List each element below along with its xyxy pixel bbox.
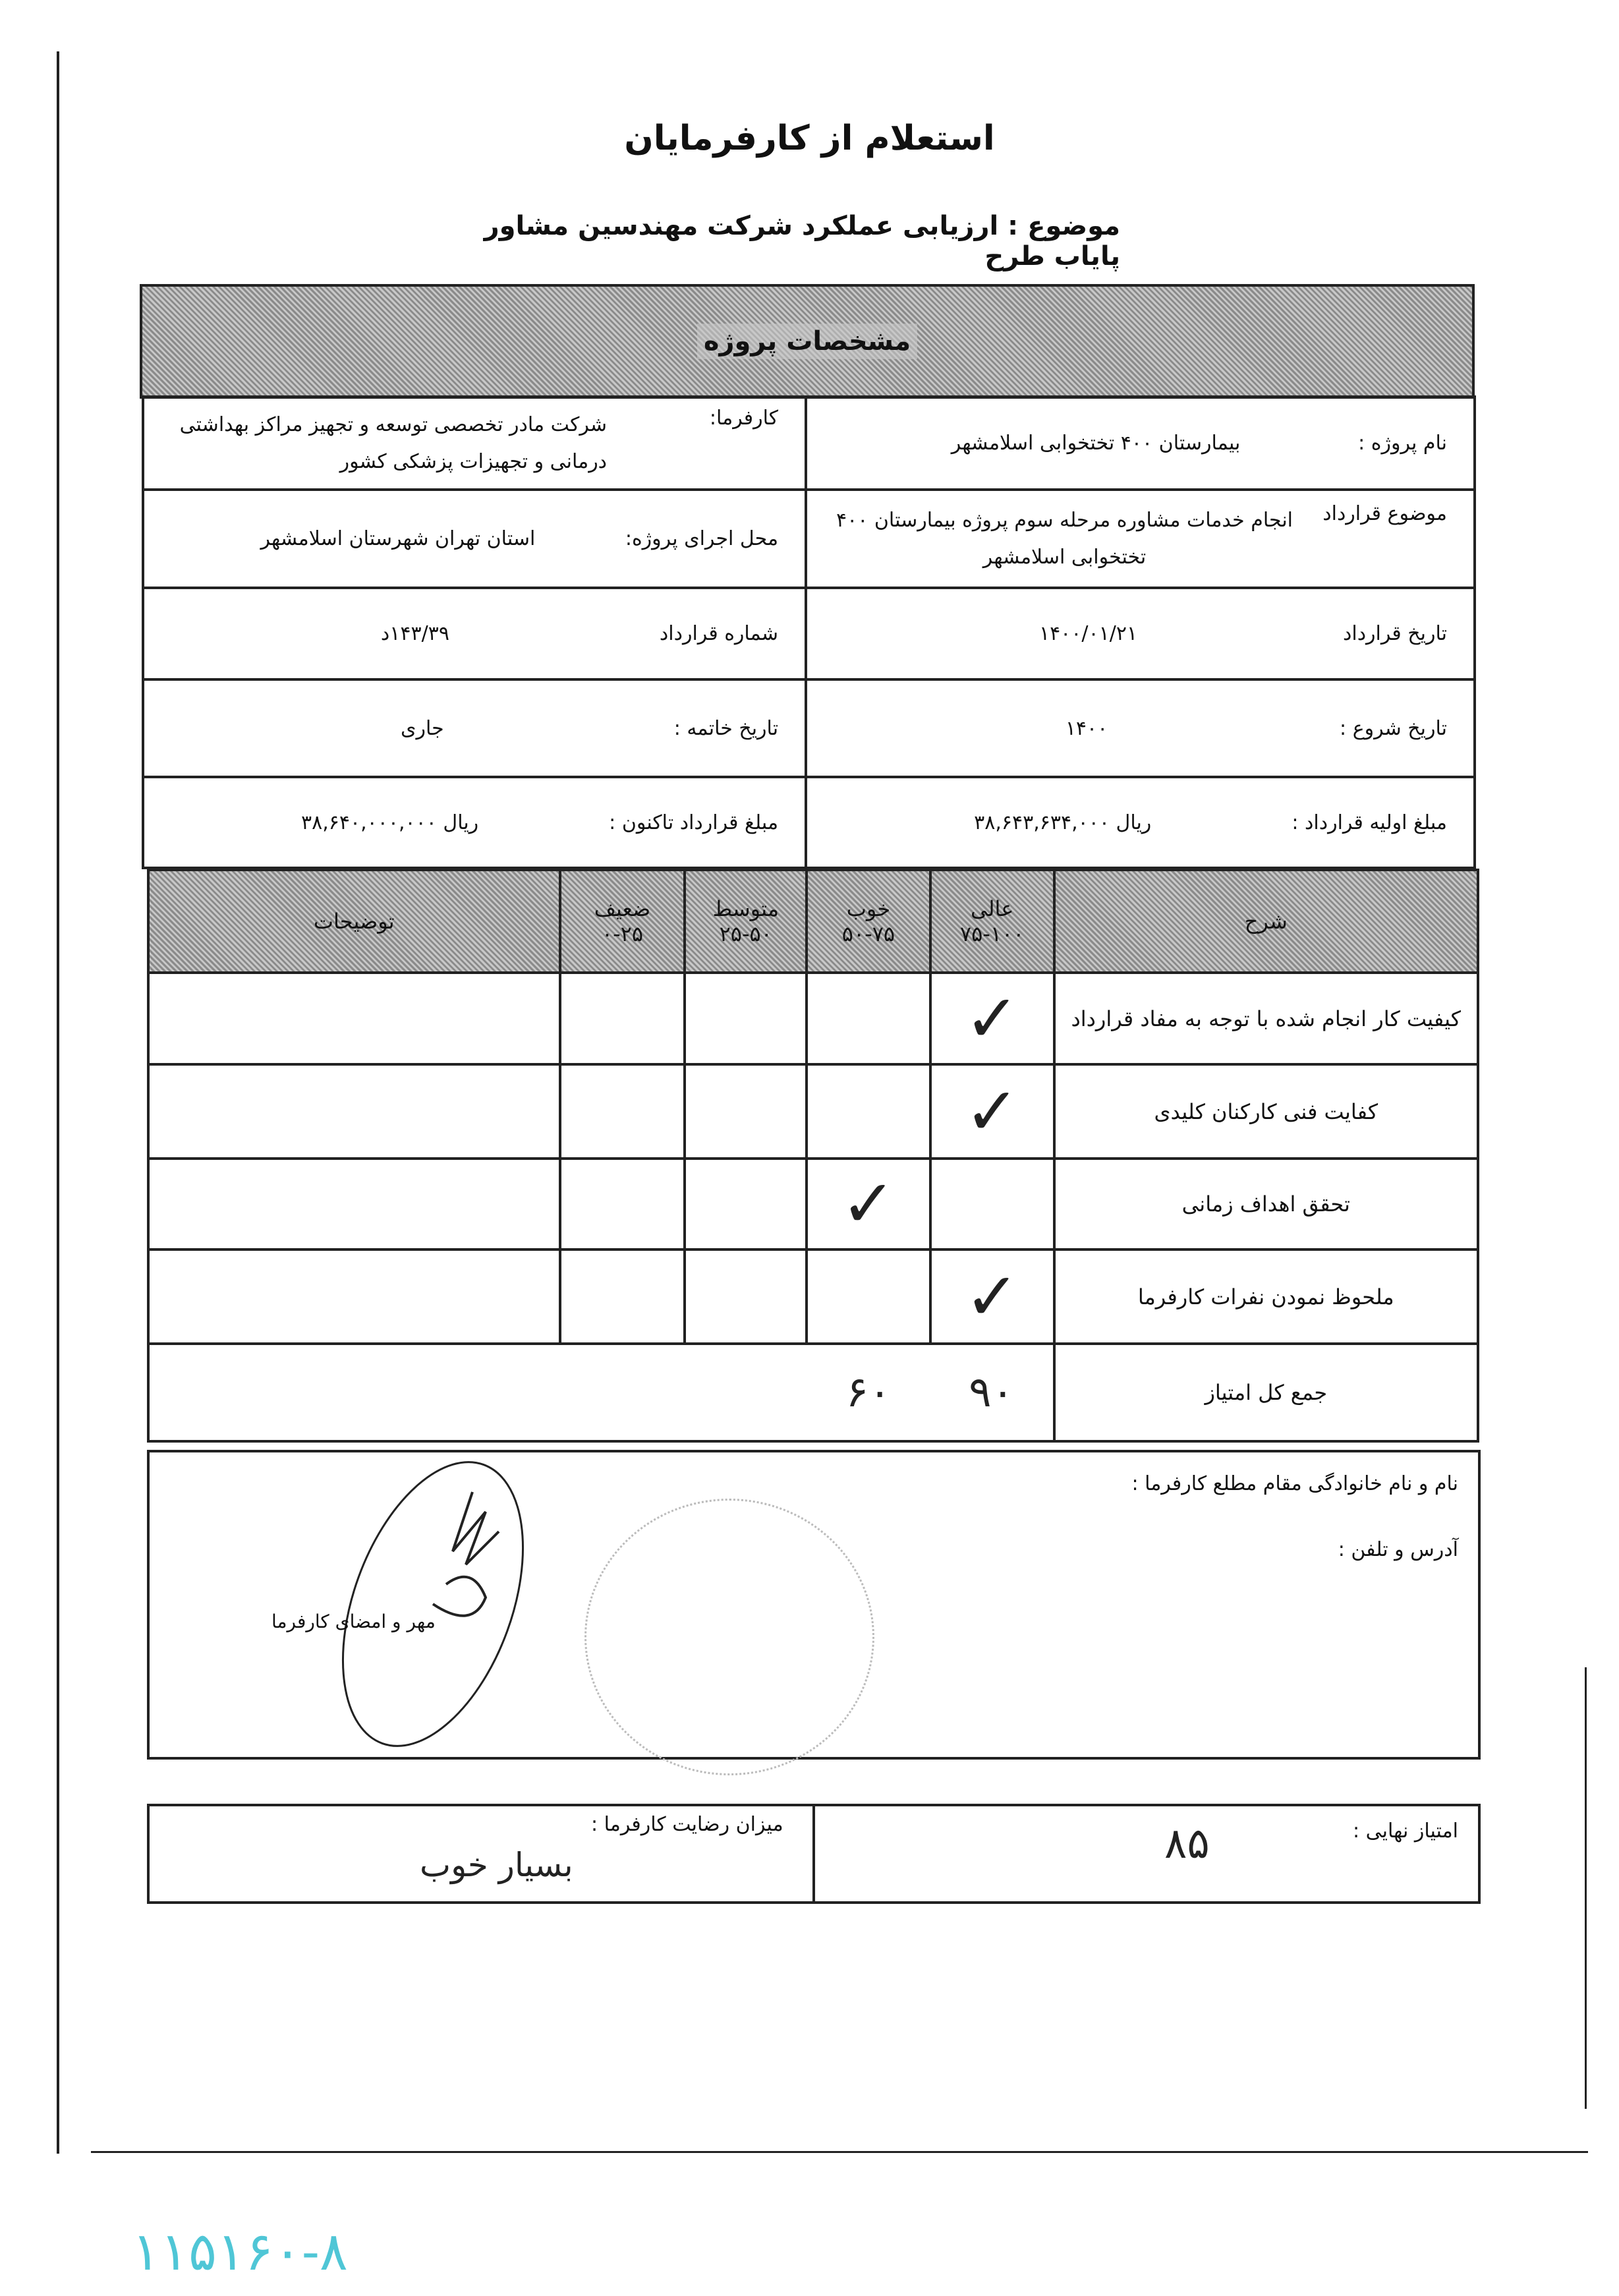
- address-phone-label: آدرس و تلفن :: [1338, 1538, 1458, 1561]
- project-details-table: [142, 395, 1476, 869]
- col-good-range: ۵۰-۷۵: [841, 921, 895, 946]
- criterion: کفایت فنی کارکنان کلیدی: [1054, 1064, 1478, 1159]
- col-good-label: خوب: [846, 896, 891, 921]
- contract-number-label: شماره قرارداد: [659, 622, 779, 645]
- end-date-value: جاری: [401, 716, 444, 740]
- col-description: شرح: [1054, 870, 1478, 973]
- table-row: [148, 1064, 1478, 1159]
- table-row: [148, 1249, 1478, 1344]
- col-weak-label: ضعیف: [594, 896, 651, 921]
- evaluation-table: [147, 869, 1479, 1443]
- project-name-label: نام پروژه :: [1358, 432, 1447, 455]
- reference-number: ۱۱۵۱۶۰-۸: [132, 2221, 348, 2282]
- col-weak-range: ۰-۲۵: [601, 921, 644, 946]
- total-row: [148, 1344, 1478, 1441]
- evaluation-header-row: [148, 870, 1478, 973]
- signature-scribble: [301, 1452, 578, 1762]
- criterion: ملحوظ نمودن نفرات کارفرما: [1054, 1249, 1478, 1344]
- criterion: کیفیت کار انجام شده با توجه به مفاد قرارداد: [1054, 973, 1478, 1064]
- total-good: ۶۰: [845, 1368, 892, 1417]
- satisfaction-label: میزان رضایت کارفرما :: [591, 1813, 783, 1836]
- contract-subject-label: موضوع قرارداد: [1322, 502, 1447, 525]
- end-date-label: تاریخ خاتمه :: [673, 716, 779, 740]
- signature-box: [147, 1450, 1481, 1760]
- page-title: استعلام از کارفرمایان: [624, 119, 995, 158]
- col-average: [685, 870, 807, 973]
- contract-date-label: تاریخ قرارداد: [1343, 622, 1447, 645]
- final-box: [147, 1804, 1481, 1904]
- table-row: [143, 679, 1475, 777]
- contract-date-value: ۱۴۰۰/۰۱/۲۱: [1038, 622, 1138, 645]
- check-mark-icon: ✓: [964, 1072, 1020, 1150]
- col-average-label: متوسط: [712, 896, 779, 921]
- current-amount-label: مبلغ قرارداد تاکنون :: [609, 811, 779, 834]
- seal-signature-label: مهر و امضای کارفرما: [271, 1611, 436, 1632]
- col-notes: توضیحات: [148, 870, 560, 973]
- initial-amount-label: مبلغ اولیه قرارداد :: [1292, 811, 1447, 834]
- page-border-bottom: [91, 2151, 1588, 2153]
- total-label: جمع کل امتیاز: [1054, 1344, 1478, 1441]
- col-excellent: [930, 870, 1054, 973]
- table-row: [143, 777, 1475, 868]
- employer-label: کارفرما:: [709, 406, 779, 430]
- check-mark-icon: ✓: [964, 1257, 1020, 1335]
- project-location-label: محل اجرای پروژه:: [625, 527, 779, 550]
- check-mark-icon: ✓: [841, 1165, 896, 1242]
- start-date-value: ۱۴۰۰: [1065, 716, 1108, 740]
- satisfaction-value: بسیار خوب: [420, 1846, 573, 1884]
- page-border-right: [1585, 1667, 1587, 2109]
- employer-value: شرکت مادر تخصصی توسعه و تجهیز مراکز بهداشتی درمانی و تجهیزات پزشکی کشور: [179, 413, 608, 473]
- contract-subject-value: انجام خدمات مشاوره مرحله سوم پروژه بیمارستان ۴۰۰ تختخوابی اسلامشهر: [836, 508, 1293, 569]
- project-header-label: مشخصات پروژه: [697, 324, 917, 359]
- table-row: [148, 973, 1478, 1064]
- table-row: [148, 1159, 1478, 1249]
- informed-official-label: نام و نام خانوادگی مقام مطلع کارفرما :: [1131, 1472, 1458, 1495]
- col-good: [807, 870, 930, 973]
- final-score-value: ۸۵: [1164, 1820, 1210, 1868]
- total-excellent: ۹۰: [969, 1368, 1015, 1417]
- table-row: [143, 588, 1475, 679]
- table-row: [143, 397, 1475, 490]
- final-divider: [812, 1806, 815, 1904]
- page-border-left: [57, 51, 59, 2154]
- project-name-value: بیمارستان ۴۰۰ تختخوابی اسلامشهر: [951, 432, 1241, 455]
- subject-line: موضوع : ارزیابی عملکرد شرکت مهندسین مشاور پایاب طرح: [484, 211, 1120, 272]
- current-amount-value: ریال ۳۸,۶۴۰,۰۰۰,۰۰۰: [301, 811, 479, 834]
- initial-amount-value: ریال ۳۸,۶۴۳,۶۳۴,۰۰۰: [974, 811, 1152, 834]
- col-excellent-range: ۷۵-۱۰۰: [959, 921, 1025, 946]
- col-excellent-label: عالی: [971, 896, 1014, 921]
- col-weak: [560, 870, 685, 973]
- final-score-label: امتیاز نهایی :: [1353, 1820, 1458, 1843]
- project-header: [140, 284, 1475, 399]
- start-date-label: تاریخ شروع :: [1340, 716, 1447, 740]
- criterion: تحقق اهداف زمانی: [1054, 1159, 1478, 1249]
- project-location-value: استان تهران شهرستان اسلامشهر: [260, 527, 536, 550]
- official-stamp: [584, 1499, 874, 1775]
- col-average-range: ۲۵-۵۰: [719, 921, 772, 946]
- contract-number-value: ۱۴۳/۳۹د: [380, 622, 449, 645]
- table-row: [143, 490, 1475, 588]
- check-mark-icon: ✓: [964, 979, 1020, 1057]
